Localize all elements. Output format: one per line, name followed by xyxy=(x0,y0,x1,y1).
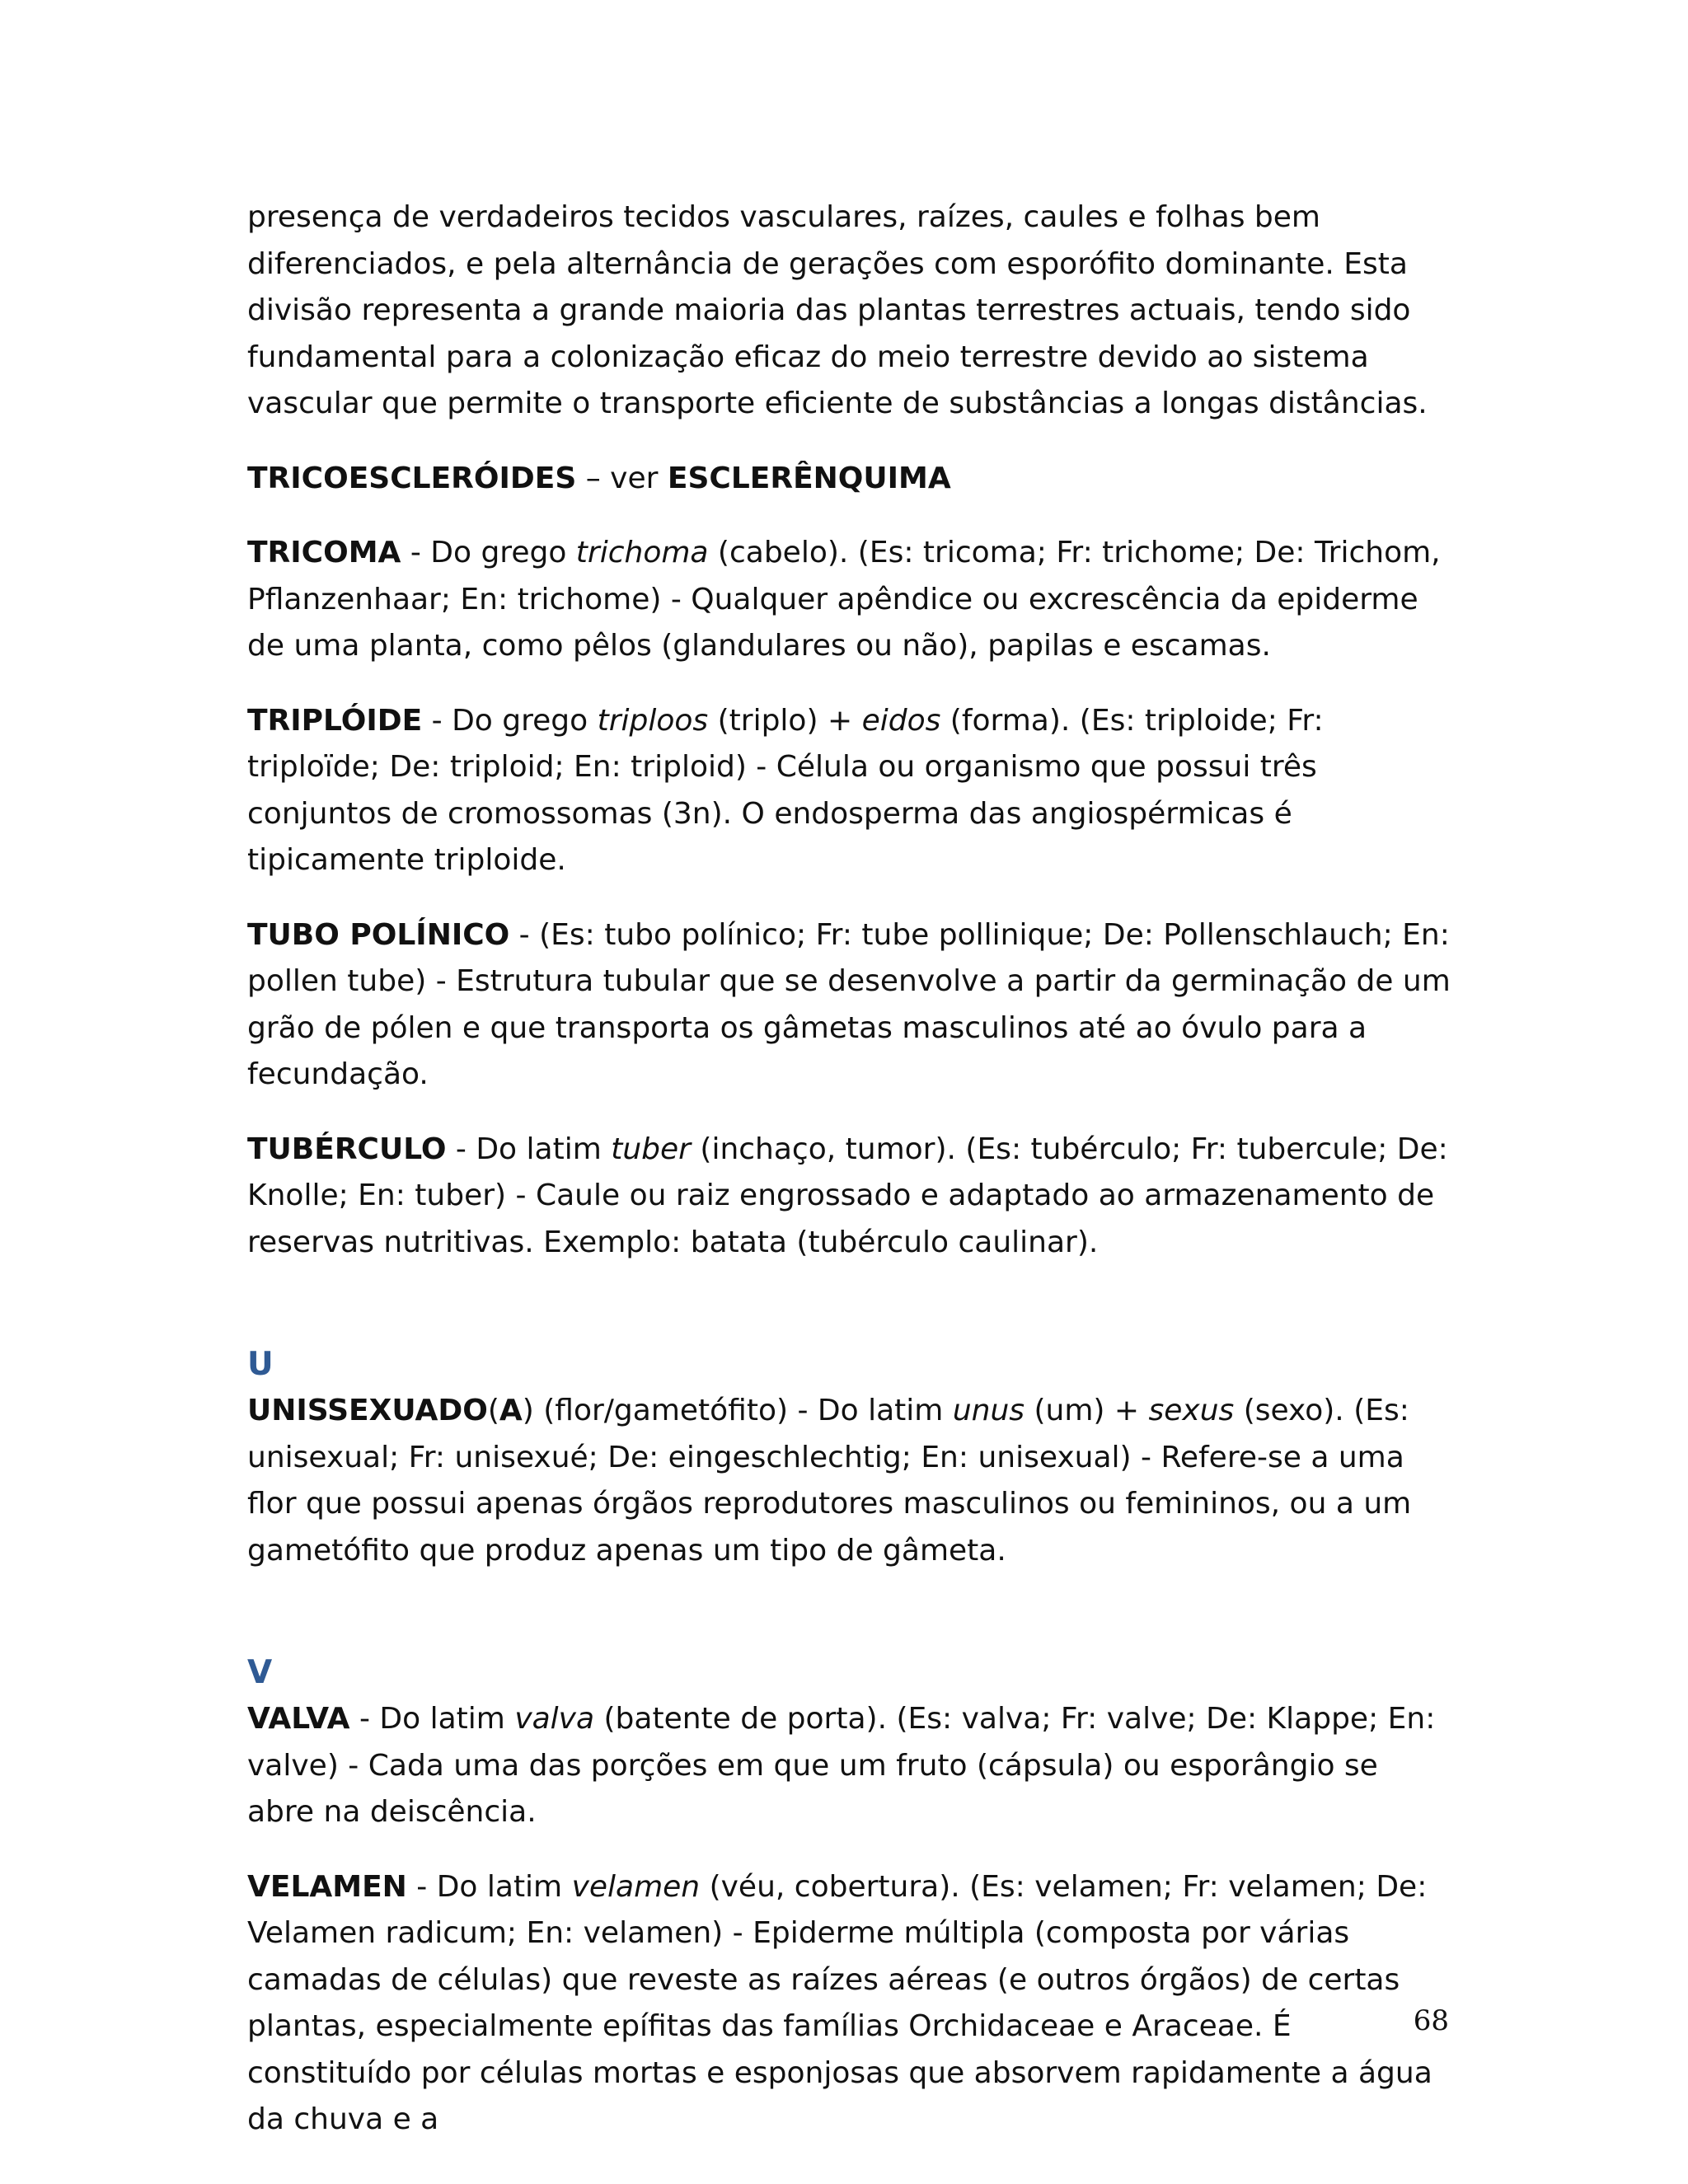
entry-text: - Do latim xyxy=(406,1869,572,1904)
etymology-word: eidos xyxy=(861,703,941,738)
entry-triploide xyxy=(247,698,1451,884)
entry-term-suffix: A xyxy=(499,1394,523,1427)
entry-term: VALVA xyxy=(247,1702,350,1736)
entry-text: (véu, cobertura). (Es: velamen; Fr: velamen; De: Velamen radicum; En: velamen) - Epiderme múltipla (composta por várias camadas de células) que reveste as raízes aéreas (e outros órgãos) de certas plantas, especialmente epífitas das famílias Orchidaceae e Araceae. É constituído por células mortas e esponjosas que absorvem rapidamente a água da chuva e a xyxy=(247,1869,1432,2136)
etymology-word: trichoma xyxy=(575,536,709,569)
entry-tuberculo xyxy=(247,1127,1451,1267)
entry-text: (um) + xyxy=(1025,1394,1149,1427)
entry-tricoma xyxy=(247,530,1451,670)
glossary-content xyxy=(247,194,1451,2144)
entry-text: (sexo). (Es: unisexual; Fr: unisexué; De: eingeschlechtig; En: unisexual) - Refere-se a uma flor que possui apenas órgãos reprodutores masculinos ou femininos, ou a um gametófito que produz apenas um tipo de gâmeta. xyxy=(247,1394,1412,1568)
entry-tricoescleroides xyxy=(247,456,1451,503)
entry-text: ) (flor/gametófito) - Do latim xyxy=(522,1394,953,1427)
etymology-word: triploos xyxy=(597,703,709,738)
entry-term: TRICOESCLERÓIDES xyxy=(247,461,577,495)
entry-text: (triplo) + xyxy=(708,703,862,738)
etymology-word: valva xyxy=(514,1702,595,1736)
entry-term: TUBÉRCULO xyxy=(247,1132,447,1166)
intro-text: presença de verdadeiros tecidos vasculares, raízes, caules e folhas bem diferenciados, e pela alternância de gerações com esporófito dominante. Esta divisão representa a grande maioria das plantas terrestres actuais, tendo sido fundamental para a colonização eficaz do meio terrestre devido ao sistema vascular que permite o transporte eficiente de substâncias a longas distâncias. xyxy=(247,200,1428,420)
etymology-word: unus xyxy=(952,1394,1025,1427)
entry-velamen xyxy=(247,1864,1451,2144)
entry-term: TRIPLÓIDE xyxy=(247,703,423,738)
entry-term: VELAMEN xyxy=(247,1869,407,1904)
entry-text: - Do latim xyxy=(349,1702,515,1736)
intro-paragraph xyxy=(247,194,1451,428)
entry-term: TRICOMA xyxy=(247,536,401,569)
entry-connector: – ver xyxy=(576,461,668,495)
entry-tubo-polinico xyxy=(247,912,1451,1099)
cross-reference: ESCLERÊNQUIMA xyxy=(667,461,951,495)
entry-valva xyxy=(247,1696,1451,1836)
entry-text: (inchaço, tumor). (Es: tubérculo; Fr: tubercule; De: Knolle; En: tuber) - Caule ou raiz engrossado e adaptado ao armazenamento de reservas nutritivas. Exemplo: batata (tubérculo caulinar). xyxy=(247,1132,1448,1259)
entry-text: - Do latim xyxy=(446,1132,612,1166)
entry-term: UNISSEXUADO xyxy=(247,1394,488,1427)
page-number: 68 xyxy=(1413,2004,1449,2037)
entry-text: (cabelo). (Es: tricoma; Fr: trichome; De: Trichom, Pflanzenhaar; En: trichome) - Qualquer apêndice ou excrescência da epiderme de uma planta, como pêlos (glandulares ou não), papilas e escamas. xyxy=(247,536,1441,663)
entry-text: (forma). (Es: triploide; Fr: triploïde; De: triploid; En: triploid) - Célula ou organismo que possui três conjuntos de cromossomas (3n). O endosperma das angiospérmicas é tipicamente triploide. xyxy=(247,703,1324,877)
entry-text: (batente de porta). (Es: valva; Fr: valve; De: Klappe; En: valve) - Cada uma das porções em que um fruto (cápsula) ou esporângio se abre na deiscência. xyxy=(247,1702,1436,1829)
etymology-word: tuber xyxy=(611,1132,691,1166)
entry-unissexuado xyxy=(247,1388,1451,1574)
entry-text: - (Es: tubo polínico; Fr: tube pollinique; De: Pollenschlauch; En: pollen tube) - Estrutura tubular que se desenvolve a partir da germinação de um grão de pólen e que transporta os gâmetas masculinos até ao óvulo para a fecundação. xyxy=(247,917,1451,1091)
section-letter-v: V xyxy=(247,1654,273,1691)
etymology-word: velamen xyxy=(571,1869,701,1904)
entry-text: - Do grego xyxy=(401,536,576,569)
entry-text: - Do grego xyxy=(422,703,598,738)
entry-term: TUBO POLÍNICO xyxy=(247,917,510,952)
etymology-word: sexus xyxy=(1148,1394,1235,1427)
entry-text: ( xyxy=(487,1394,499,1427)
section-letter-u: U xyxy=(247,1346,274,1383)
